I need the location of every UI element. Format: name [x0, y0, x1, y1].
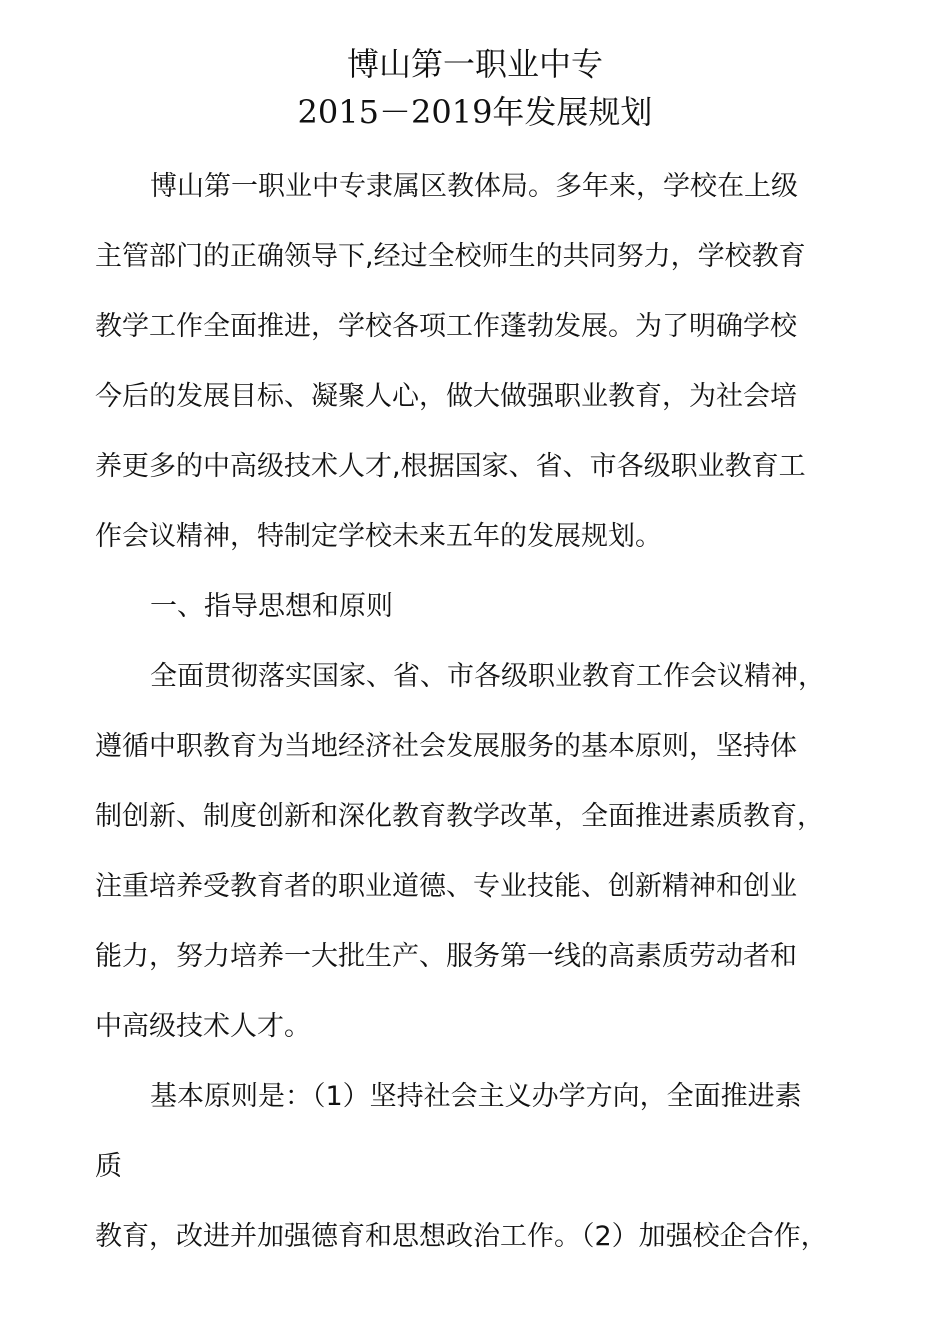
text-line: 养更多的中高级技术人才,根据国家、省、市各级职业教育工: [95, 451, 806, 482]
text-line: 遵循中职教育为当地经济社会发展服务的基本原则，坚持体: [95, 731, 797, 762]
text-line: 今后的发展目标、凝聚人心，做大做强职业教育，为社会培: [95, 381, 797, 412]
text-line: 全面贯彻落实国家、省、市各级职业教育工作会议精神，: [150, 661, 825, 692]
text-line: 中高级技术人才。: [95, 1011, 311, 1042]
text-line: 制创新、制度创新和深化教育教学改革，全面推进素质教育，: [95, 801, 824, 832]
text-line: 质: [95, 1151, 122, 1182]
section-heading: 一、指导思想和原则: [150, 591, 393, 622]
document-subtitle: 2015－2019年发展规划: [297, 93, 653, 131]
text-line: 作会议精神，特制定学校未来五年的发展规划。: [95, 521, 662, 552]
document-title: 博山第一职业中专: [346, 45, 603, 83]
text-line: 主管部门的正确领导下,经过全校师生的共同努力，学校教育: [95, 241, 806, 272]
text-line: 注重培养受教育者的职业道德、专业技能、创新精神和创业: [95, 871, 797, 902]
text-line: 教育，改进并加强德育和思想政治工作。（2）加强校企合作，: [95, 1221, 828, 1252]
text-line: 能力，努力培养一大批生产、服务第一线的高素质劳动者和: [95, 941, 797, 972]
text-line: 博山第一职业中专隶属区教体局。多年来，学校在上级: [150, 171, 798, 202]
text-line: 基本原则是：（1）坚持社会主义办学方向，全面推进素: [150, 1081, 802, 1112]
text-line: 教学工作全面推进，学校各项工作蓬勃发展。为了明确学校: [95, 311, 797, 342]
